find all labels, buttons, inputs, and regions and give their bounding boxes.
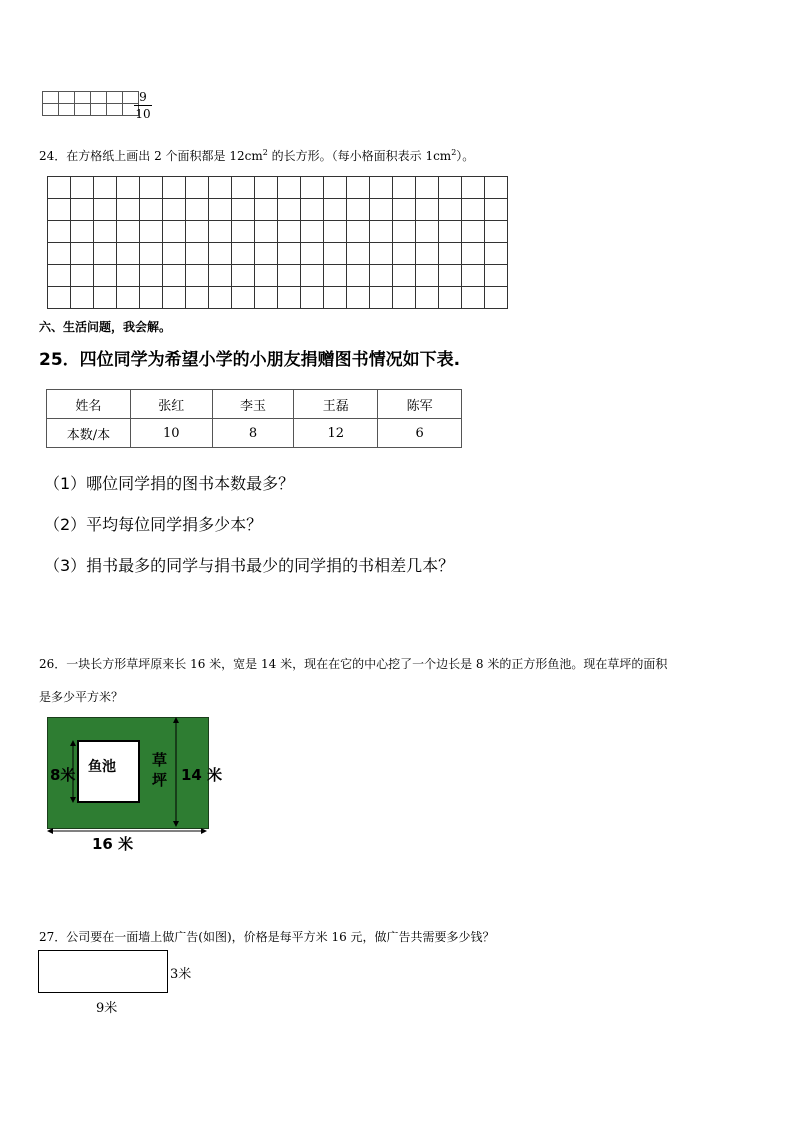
grid-cell[interactable] <box>163 221 186 243</box>
grid-cell[interactable] <box>278 243 301 265</box>
grid-cell[interactable] <box>255 221 278 243</box>
ad-height-label: 3米 <box>170 967 192 982</box>
grid-cell[interactable] <box>163 199 186 221</box>
grid-row <box>48 177 508 199</box>
grid-cell[interactable] <box>416 243 439 265</box>
grid-cell[interactable] <box>48 221 71 243</box>
question-26-line-1: 26．一块长方形草坪原来长 16 米，宽是 14 米，现在在它的中心挖了一个边长是 8 米的正方形鱼池。现在草坪的面积 <box>39 657 668 671</box>
grid-cell[interactable] <box>140 177 163 199</box>
table-cell: 12 <box>294 419 378 448</box>
grid-cell[interactable] <box>370 287 393 309</box>
grid-cell[interactable] <box>48 243 71 265</box>
grid-cell[interactable] <box>439 199 462 221</box>
grid-cell[interactable] <box>370 199 393 221</box>
grid-cell[interactable] <box>117 177 140 199</box>
grid-cell[interactable] <box>232 243 255 265</box>
grid-cell[interactable] <box>416 265 439 287</box>
grid-cell[interactable] <box>163 287 186 309</box>
grid-cell[interactable] <box>186 287 209 309</box>
grid-cell[interactable] <box>163 243 186 265</box>
grid-cell[interactable] <box>94 287 117 309</box>
grid-cell[interactable] <box>301 199 324 221</box>
section-6-title: 六、生活问题，我会解。 <box>39 320 172 334</box>
grid-cell[interactable] <box>324 287 347 309</box>
grid-cell[interactable] <box>370 221 393 243</box>
table-cell: 王磊 <box>294 390 378 419</box>
grid-cell[interactable] <box>48 287 71 309</box>
grid-cell[interactable] <box>278 287 301 309</box>
grid-cell[interactable] <box>462 221 485 243</box>
grid-cell[interactable] <box>94 177 117 199</box>
grid-cell[interactable] <box>439 177 462 199</box>
grid-cell[interactable] <box>485 199 508 221</box>
fraction <box>134 90 152 121</box>
width-label: 16 米 <box>92 835 134 853</box>
grid-cell[interactable] <box>71 287 94 309</box>
grid-cell[interactable] <box>163 177 186 199</box>
grid-cell[interactable] <box>439 287 462 309</box>
grid-cell[interactable] <box>71 199 94 221</box>
grid-cell[interactable] <box>324 177 347 199</box>
grid-cell[interactable] <box>324 199 347 221</box>
grid-cell[interactable] <box>255 265 278 287</box>
grid-cell[interactable] <box>485 265 508 287</box>
grid-cell[interactable] <box>301 221 324 243</box>
grid-cell[interactable] <box>71 265 94 287</box>
grid-cell[interactable] <box>255 287 278 309</box>
lawn-figure <box>40 712 240 857</box>
lawn-label-top: 草 <box>152 751 168 769</box>
grid-cell[interactable] <box>94 265 117 287</box>
grid-cell[interactable] <box>462 199 485 221</box>
grid-cell[interactable] <box>71 243 94 265</box>
grid-cell[interactable] <box>163 265 186 287</box>
grid-cell[interactable] <box>232 265 255 287</box>
grid-cell[interactable] <box>462 243 485 265</box>
grid-cell[interactable] <box>255 199 278 221</box>
grid-cell[interactable] <box>301 287 324 309</box>
ad-wall-rectangle <box>38 950 168 993</box>
grid-cell[interactable] <box>324 265 347 287</box>
grid-cell[interactable] <box>347 243 370 265</box>
grid-cell[interactable] <box>278 221 301 243</box>
grid-row <box>48 199 508 221</box>
grid-cell[interactable] <box>117 243 140 265</box>
grid-cell[interactable] <box>324 221 347 243</box>
question-25-sub-3: （3）捐书最多的同学与捐书最少的同学捐的书相差几本？ <box>44 556 455 575</box>
table-cell: 陈军 <box>378 390 462 419</box>
pond-label: 鱼池 <box>88 759 116 775</box>
height-label: 14 米 <box>181 766 223 784</box>
grid-cell[interactable] <box>94 199 117 221</box>
grid-cell[interactable] <box>186 265 209 287</box>
grid-cell[interactable] <box>370 243 393 265</box>
grid-cell[interactable] <box>186 199 209 221</box>
grid-cell[interactable] <box>278 177 301 199</box>
table-cell: 张红 <box>130 390 212 419</box>
grid-cell[interactable] <box>416 199 439 221</box>
grid-cell[interactable] <box>347 265 370 287</box>
question-25-sub-2: （2）平均每位同学捐多少本？ <box>44 515 263 534</box>
grid-cell[interactable] <box>209 199 232 221</box>
table-cell: 8 <box>212 419 294 448</box>
grid-cell[interactable] <box>393 243 416 265</box>
grid-cell[interactable] <box>209 243 232 265</box>
grid-cell[interactable] <box>232 199 255 221</box>
grid-cell[interactable] <box>301 177 324 199</box>
grid-cell[interactable] <box>439 243 462 265</box>
grid-cell[interactable] <box>186 221 209 243</box>
grid-cell[interactable] <box>140 243 163 265</box>
grid-cell[interactable] <box>94 243 117 265</box>
table-cell: 6 <box>378 419 462 448</box>
grid-cell[interactable] <box>301 243 324 265</box>
grid-cell[interactable] <box>347 177 370 199</box>
grid-cell[interactable] <box>71 177 94 199</box>
grid-row <box>48 265 508 287</box>
grid-cell[interactable] <box>117 265 140 287</box>
donation-table <box>46 389 462 448</box>
question-24: 24．在方格纸上画出 2 个面积都是 $12cm^2$ 的长方形。（每小格面积表示 $1cm^2$）。 <box>39 148 475 163</box>
question-25-sub-1: （1）哪位同学捐的图书本数最多？ <box>44 474 295 493</box>
grid-cell[interactable] <box>416 287 439 309</box>
grid-cell[interactable] <box>186 243 209 265</box>
grid-cell[interactable] <box>255 243 278 265</box>
grid-cell[interactable] <box>117 221 140 243</box>
lawn-label-bottom: 坪 <box>152 771 168 789</box>
fraction-grid <box>42 91 139 116</box>
grid-cell[interactable] <box>48 199 71 221</box>
grid-cell[interactable] <box>439 265 462 287</box>
grid-cell[interactable] <box>393 265 416 287</box>
grid-cell[interactable] <box>485 221 508 243</box>
grid-cell[interactable] <box>393 287 416 309</box>
grid-cell[interactable] <box>209 265 232 287</box>
grid-cell[interactable] <box>71 221 94 243</box>
grid-cell[interactable] <box>209 221 232 243</box>
grid-cell[interactable] <box>278 199 301 221</box>
grid-cell[interactable] <box>347 287 370 309</box>
table-row <box>47 419 462 448</box>
question-25-title: 25．四位同学为希望小学的小朋友捐赠图书情况如下表. <box>39 350 461 370</box>
grid-cell[interactable] <box>439 221 462 243</box>
grid-cell[interactable] <box>232 221 255 243</box>
grid-cell[interactable] <box>301 265 324 287</box>
grid-cell[interactable] <box>232 177 255 199</box>
grid-cell[interactable] <box>140 265 163 287</box>
grid-cell[interactable] <box>393 221 416 243</box>
ad-width-label: 9米 <box>96 1001 118 1016</box>
table-cell: 本数/本 <box>47 419 131 448</box>
square-grid[interactable] <box>47 176 508 309</box>
grid-cell[interactable] <box>485 287 508 309</box>
grid-cell[interactable] <box>117 287 140 309</box>
side-8-label: 8米 <box>50 766 76 784</box>
table-cell: 李玉 <box>212 390 294 419</box>
grid-cell[interactable] <box>140 221 163 243</box>
grid-cell[interactable] <box>48 177 71 199</box>
question-26-line-2: 是多少平方米？ <box>39 690 124 704</box>
grid-cell[interactable] <box>48 265 71 287</box>
grid-cell[interactable] <box>462 177 485 199</box>
grid-cell[interactable] <box>140 199 163 221</box>
question-27: 27．公司要在一面墙上做广告(如图)，价格是每平方米 16 元，做广告共需要多少钱？ <box>39 930 495 944</box>
grid-cell[interactable] <box>255 177 278 199</box>
grid-cell[interactable] <box>209 287 232 309</box>
fraction-denominator: 10 <box>135 107 151 121</box>
grid-cell[interactable] <box>324 243 347 265</box>
grid-cell[interactable] <box>462 265 485 287</box>
table-cell: 姓名 <box>47 390 131 419</box>
grid-cell[interactable] <box>370 265 393 287</box>
grid-cell[interactable] <box>140 287 163 309</box>
grid-cell[interactable] <box>209 177 232 199</box>
grid-cell[interactable] <box>462 287 485 309</box>
grid-row <box>48 221 508 243</box>
grid-cell[interactable] <box>485 243 508 265</box>
grid-cell[interactable] <box>278 265 301 287</box>
grid-row <box>48 243 508 265</box>
fraction-numerator: 9 <box>139 90 147 104</box>
grid-cell[interactable] <box>347 221 370 243</box>
grid-cell[interactable] <box>416 221 439 243</box>
table-row <box>47 390 462 419</box>
grid-cell[interactable] <box>393 199 416 221</box>
grid-cell[interactable] <box>393 177 416 199</box>
dimension-arrows <box>40 712 240 857</box>
grid-cell[interactable] <box>94 221 117 243</box>
grid-row <box>48 287 508 309</box>
grid-cell[interactable] <box>186 177 209 199</box>
table-cell: 10 <box>130 419 212 448</box>
grid-cell[interactable] <box>485 177 508 199</box>
grid-cell[interactable] <box>117 199 140 221</box>
grid-cell[interactable] <box>347 199 370 221</box>
grid-cell[interactable] <box>416 177 439 199</box>
grid-cell[interactable] <box>232 287 255 309</box>
grid-cell[interactable] <box>370 177 393 199</box>
